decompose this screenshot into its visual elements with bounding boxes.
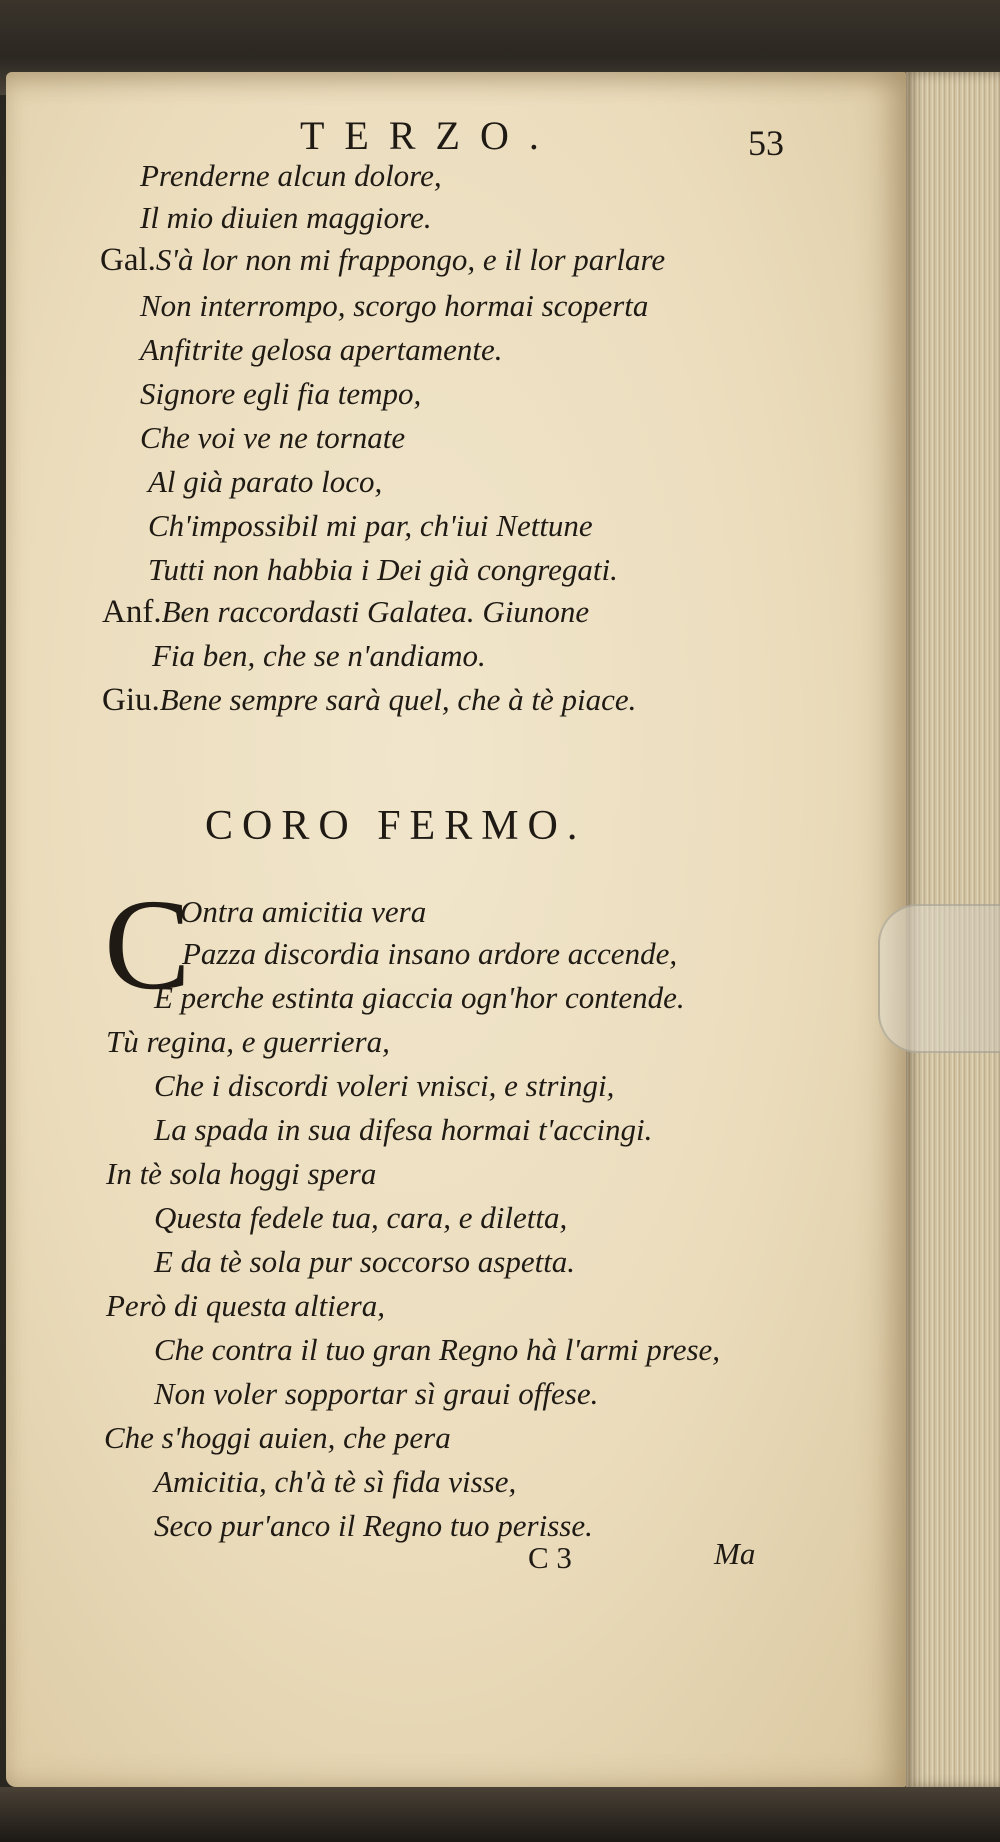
signature-mark: C 3 (528, 1540, 572, 1575)
verse-line (102, 592, 589, 632)
speaker-label: Gal. (100, 242, 156, 278)
coro-line: E da tè sola pur soccorso aspetta. (154, 1244, 576, 1279)
coro-line: In tè sola hoggi spera (106, 1156, 377, 1191)
verse-text: Signore egli fia tempo, (140, 376, 422, 411)
coro-line: Però di questa altiera, (106, 1288, 385, 1323)
section-title: CORO FERMO. (205, 803, 587, 849)
coro-line: Che i discordi voleri vnisci, e stringi, (154, 1068, 615, 1103)
page-clip (878, 904, 1000, 1053)
verse-text: Al già parato loco, (148, 464, 383, 499)
coro-line: Ontra amicitia vera (180, 894, 427, 929)
coro-line: Questa fedele tua, cara, e diletta, (154, 1200, 568, 1235)
verse-line (140, 330, 502, 370)
coro-line: La spada in sua difesa hormai t'accingi. (154, 1112, 653, 1147)
verse-text: Ch'impossibil mi par, ch'iui Nettune (148, 508, 593, 543)
verse-line (102, 680, 636, 720)
verse-line (152, 636, 486, 676)
verse-line (140, 374, 421, 414)
verse-text: Bene sempre sarà quel, che à tè piace. (159, 682, 637, 717)
verse-line (148, 506, 593, 546)
coro-line: Non voler sopportar sì graui offese. (154, 1376, 599, 1411)
page-number: 53 (748, 123, 784, 163)
verse-line (100, 240, 665, 280)
verse-text: Fia ben, che se n'andiamo. (152, 638, 486, 673)
coro-line: Seco pur'anco il Regno tuo perisse. (154, 1508, 593, 1543)
catchword: Ma (714, 1536, 756, 1571)
coro-line: Tù regina, e guerriera, (106, 1024, 390, 1059)
speaker-label: Anf. (102, 594, 162, 630)
coro-line: E perche estinta giaccia ogn'hor contende. (154, 980, 685, 1015)
verse-line (140, 418, 405, 458)
verse-text: Il mio diuien maggiore. (140, 200, 432, 235)
coro-line: Amicitia, ch'à tè sì fida visse, (154, 1464, 517, 1499)
verse-line (148, 462, 382, 502)
verse-text: Non interrompo, scorgo hormai scoperta (140, 288, 649, 323)
verse-text: Tutti non habbia i Dei già congregati. (148, 552, 618, 587)
running-head: TERZO. (300, 113, 559, 158)
verse-line (148, 550, 618, 590)
book-cover-bottom (0, 1787, 1000, 1842)
coro-line: Pazza discordia insano ardore accende, (182, 936, 678, 971)
drop-capital: C (104, 873, 191, 1017)
verse-text: Prenderne alcun dolore, (140, 158, 442, 193)
verse-text: Anfitrite gelosa apertamente. (140, 332, 503, 367)
verse-text: Ben raccordasti Galatea. Giunone (161, 594, 590, 629)
coro-line: Che contra il tuo gran Regno hà l'armi prese, (154, 1332, 721, 1367)
speaker-label: Giu. (102, 682, 160, 718)
verse-line (140, 286, 648, 326)
coro-line: Che s'hoggi auien, che pera (104, 1420, 451, 1455)
verse-line (140, 156, 442, 196)
verse-text: Che voi ve ne tornate (140, 420, 406, 455)
verse-text: S'à lor non mi frappongo, e il lor parlare (155, 242, 666, 277)
verse-line (140, 198, 432, 238)
